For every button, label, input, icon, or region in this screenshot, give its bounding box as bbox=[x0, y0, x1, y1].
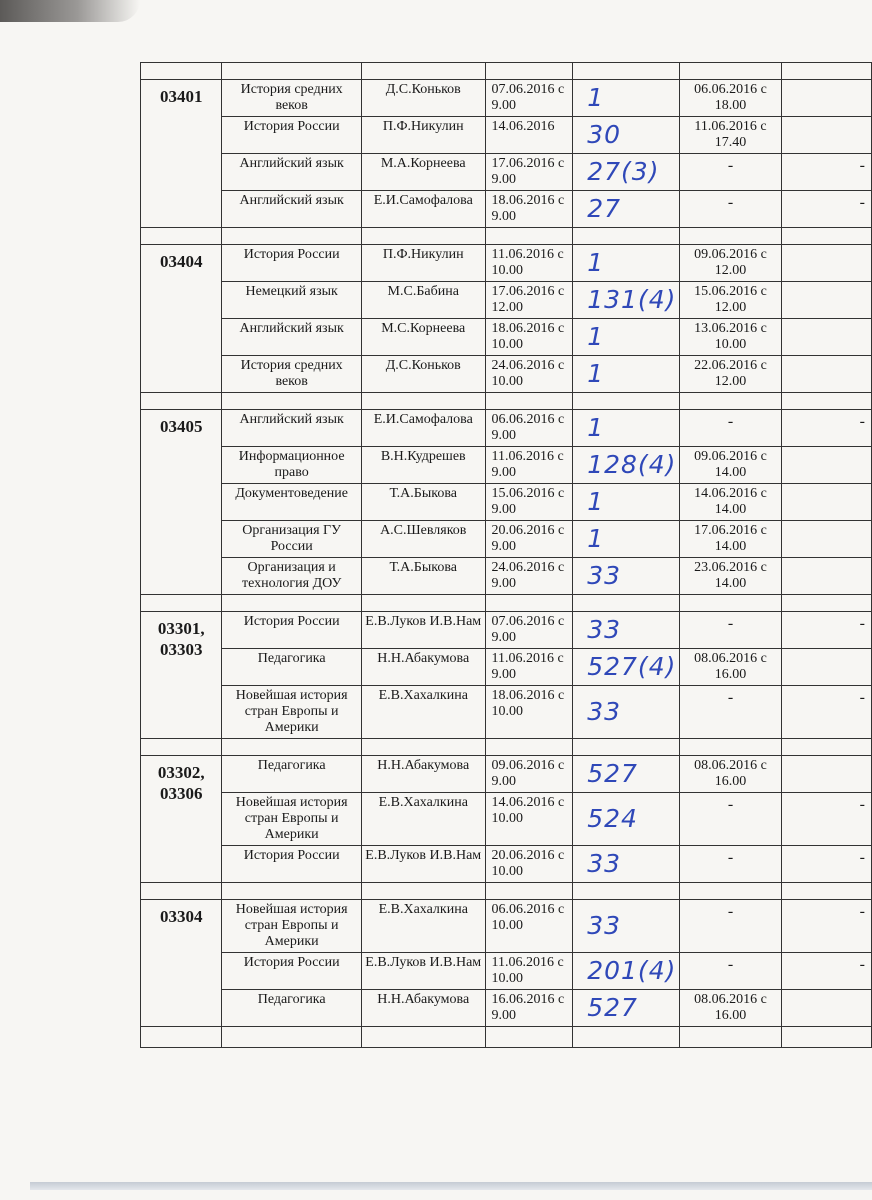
subject-cell: Педагогика bbox=[222, 990, 362, 1027]
note-cell bbox=[781, 990, 871, 1027]
room-handwritten: 131(4) bbox=[573, 282, 680, 319]
schedule-row bbox=[141, 282, 872, 319]
note-cell: - bbox=[781, 612, 871, 649]
teacher-cell: П.Ф.Никулин bbox=[361, 245, 485, 282]
room-handwritten: 30 bbox=[573, 117, 680, 154]
schedule-row bbox=[141, 319, 872, 356]
note-cell: - bbox=[781, 154, 871, 191]
room-handwritten: 524 bbox=[573, 793, 680, 846]
schedule-row bbox=[141, 846, 872, 883]
consultation-cell: - bbox=[680, 154, 781, 191]
teacher-cell: Д.С.Коньков bbox=[361, 356, 485, 393]
teacher-cell: В.Н.Кудрешев bbox=[361, 447, 485, 484]
note-cell bbox=[781, 756, 871, 793]
room-handwritten: 33 bbox=[573, 686, 680, 739]
note-cell: - bbox=[781, 900, 871, 953]
room-handwritten: 27 bbox=[573, 191, 680, 228]
subject-cell: Документоведение bbox=[222, 484, 362, 521]
room-handwritten: 1 bbox=[573, 356, 680, 393]
room-handwritten: 1 bbox=[573, 484, 680, 521]
subject-cell: Новейшая история стран Европы и Америки bbox=[222, 900, 362, 953]
exam-date-cell: 14.06.2016 bbox=[485, 117, 573, 154]
teacher-cell: Е.В.Хахалкина bbox=[361, 686, 485, 739]
teacher-cell: А.С.Шевляков bbox=[361, 521, 485, 558]
schedule-row bbox=[141, 410, 872, 447]
exam-date-cell: 11.06.2016 с 10.00 bbox=[485, 953, 573, 990]
note-cell bbox=[781, 117, 871, 154]
group-code: 03301, 03303 bbox=[141, 612, 222, 739]
schedule-row bbox=[141, 356, 872, 393]
subject-cell: История России bbox=[222, 953, 362, 990]
subject-cell: Новейшая история стран Европы и Америки bbox=[222, 793, 362, 846]
group-code: 03401 bbox=[141, 80, 222, 228]
exam-date-cell: 18.06.2016 с 10.00 bbox=[485, 686, 573, 739]
subject-cell: История средних веков bbox=[222, 80, 362, 117]
exam-date-cell: 16.06.2016 с 9.00 bbox=[485, 990, 573, 1027]
separator-row bbox=[141, 63, 872, 80]
schedule-row bbox=[141, 191, 872, 228]
teacher-cell: М.С.Корнеева bbox=[361, 319, 485, 356]
consultation-cell: 23.06.2016 с 14.00 bbox=[680, 558, 781, 595]
schedule-body bbox=[141, 63, 872, 1048]
note-cell bbox=[781, 484, 871, 521]
schedule-row bbox=[141, 521, 872, 558]
teacher-cell: М.А.Корнеева bbox=[361, 154, 485, 191]
teacher-cell: Е.И.Самофалова bbox=[361, 191, 485, 228]
note-cell bbox=[781, 356, 871, 393]
subject-cell: История России bbox=[222, 612, 362, 649]
schedule-row bbox=[141, 793, 872, 846]
subject-cell: История средних веков bbox=[222, 356, 362, 393]
note-cell bbox=[781, 558, 871, 595]
teacher-cell: Н.Н.Абакумова bbox=[361, 756, 485, 793]
exam-date-cell: 17.06.2016 с 9.00 bbox=[485, 154, 573, 191]
consultation-cell: 14.06.2016 с 14.00 bbox=[680, 484, 781, 521]
room-handwritten: 1 bbox=[573, 521, 680, 558]
consultation-cell: - bbox=[680, 410, 781, 447]
schedule-row bbox=[141, 447, 872, 484]
consultation-cell: - bbox=[680, 846, 781, 883]
note-cell: - bbox=[781, 953, 871, 990]
room-handwritten: 527(4) bbox=[573, 649, 680, 686]
teacher-cell: Т.А.Быкова bbox=[361, 484, 485, 521]
consultation-cell: 06.06.2016 с 18.00 bbox=[680, 80, 781, 117]
room-handwritten: 1 bbox=[573, 319, 680, 356]
consultation-cell: 13.06.2016 с 10.00 bbox=[680, 319, 781, 356]
separator-row bbox=[141, 393, 872, 410]
schedule-row bbox=[141, 686, 872, 739]
teacher-cell: Е.В.Хахалкина bbox=[361, 900, 485, 953]
subject-cell: Информационное право bbox=[222, 447, 362, 484]
consultation-cell: - bbox=[680, 900, 781, 953]
note-cell: - bbox=[781, 686, 871, 739]
teacher-cell: Н.Н.Абакумова bbox=[361, 990, 485, 1027]
schedule-row bbox=[141, 80, 872, 117]
schedule-row bbox=[141, 756, 872, 793]
exam-date-cell: 06.06.2016 с 10.00 bbox=[485, 900, 573, 953]
note-cell: - bbox=[781, 793, 871, 846]
room-handwritten: 1 bbox=[573, 80, 680, 117]
consultation-cell: - bbox=[680, 612, 781, 649]
note-cell bbox=[781, 649, 871, 686]
exam-date-cell: 11.06.2016 с 10.00 bbox=[485, 245, 573, 282]
schedule-row bbox=[141, 612, 872, 649]
schedule-row bbox=[141, 558, 872, 595]
schedule-row bbox=[141, 484, 872, 521]
group-code: 03302, 03306 bbox=[141, 756, 222, 883]
teacher-cell: Е.В.Луков И.В.Нам bbox=[361, 953, 485, 990]
exam-date-cell: 07.06.2016 с 9.00 bbox=[485, 80, 573, 117]
exam-schedule-table bbox=[140, 62, 872, 1048]
subject-cell: Педагогика bbox=[222, 756, 362, 793]
note-cell: - bbox=[781, 410, 871, 447]
exam-date-cell: 11.06.2016 с 9.00 bbox=[485, 447, 573, 484]
exam-date-cell: 20.06.2016 с 9.00 bbox=[485, 521, 573, 558]
consultation-cell: 22.06.2016 с 12.00 bbox=[680, 356, 781, 393]
consultation-cell: - bbox=[680, 953, 781, 990]
consultation-cell: - bbox=[680, 686, 781, 739]
consultation-cell: 08.06.2016 с 16.00 bbox=[680, 990, 781, 1027]
room-handwritten: 27(3) bbox=[573, 154, 680, 191]
exam-date-cell: 11.06.2016 с 9.00 bbox=[485, 649, 573, 686]
exam-date-cell: 24.06.2016 с 9.00 bbox=[485, 558, 573, 595]
scan-shadow bbox=[0, 0, 140, 22]
subject-cell: Английский язык bbox=[222, 154, 362, 191]
note-cell bbox=[781, 282, 871, 319]
exam-date-cell: 06.06.2016 с 9.00 bbox=[485, 410, 573, 447]
group-code: 03404 bbox=[141, 245, 222, 393]
subject-cell: Организация и технология ДОУ bbox=[222, 558, 362, 595]
teacher-cell: Е.И.Самофалова bbox=[361, 410, 485, 447]
subject-cell: Новейшая история стран Европы и Америки bbox=[222, 686, 362, 739]
separator-row bbox=[141, 228, 872, 245]
teacher-cell: Е.В.Луков И.В.Нам bbox=[361, 612, 485, 649]
note-cell bbox=[781, 319, 871, 356]
exam-date-cell: 18.06.2016 с 10.00 bbox=[485, 319, 573, 356]
room-handwritten: 33 bbox=[573, 900, 680, 953]
exam-date-cell: 20.06.2016 с 10.00 bbox=[485, 846, 573, 883]
schedule-row bbox=[141, 900, 872, 953]
schedule-row bbox=[141, 990, 872, 1027]
room-handwritten: 201(4) bbox=[573, 953, 680, 990]
exam-date-cell: 15.06.2016 с 9.00 bbox=[485, 484, 573, 521]
note-cell bbox=[781, 521, 871, 558]
room-handwritten: 527 bbox=[573, 756, 680, 793]
subject-cell: Английский язык bbox=[222, 319, 362, 356]
consultation-cell: 17.06.2016 с 14.00 bbox=[680, 521, 781, 558]
separator-row bbox=[141, 1027, 872, 1048]
teacher-cell: Е.В.Хахалкина bbox=[361, 793, 485, 846]
separator-row bbox=[141, 595, 872, 612]
subject-cell: История России bbox=[222, 245, 362, 282]
room-handwritten: 33 bbox=[573, 558, 680, 595]
teacher-cell: Т.А.Быкова bbox=[361, 558, 485, 595]
room-handwritten: 1 bbox=[573, 245, 680, 282]
consultation-cell: 08.06.2016 с 16.00 bbox=[680, 649, 781, 686]
consultation-cell: 08.06.2016 с 16.00 bbox=[680, 756, 781, 793]
room-handwritten: 527 bbox=[573, 990, 680, 1027]
subject-cell: Немецкий язык bbox=[222, 282, 362, 319]
teacher-cell: М.С.Бабина bbox=[361, 282, 485, 319]
teacher-cell: П.Ф.Никулин bbox=[361, 117, 485, 154]
scan-bottom-edge bbox=[30, 1182, 872, 1190]
room-handwritten: 1 bbox=[573, 410, 680, 447]
consultation-cell: 11.06.2016 с 17.40 bbox=[680, 117, 781, 154]
consultation-cell: - bbox=[680, 191, 781, 228]
subject-cell: Педагогика bbox=[222, 649, 362, 686]
subject-cell: История России bbox=[222, 846, 362, 883]
note-cell bbox=[781, 447, 871, 484]
exam-date-cell: 09.06.2016 с 9.00 bbox=[485, 756, 573, 793]
schedule-row bbox=[141, 245, 872, 282]
separator-row bbox=[141, 883, 872, 900]
teacher-cell: Н.Н.Абакумова bbox=[361, 649, 485, 686]
group-code: 03405 bbox=[141, 410, 222, 595]
room-handwritten: 33 bbox=[573, 846, 680, 883]
subject-cell: История России bbox=[222, 117, 362, 154]
note-cell bbox=[781, 80, 871, 117]
room-handwritten: 128(4) bbox=[573, 447, 680, 484]
exam-date-cell: 07.06.2016 с 9.00 bbox=[485, 612, 573, 649]
note-cell: - bbox=[781, 846, 871, 883]
exam-date-cell: 24.06.2016 с 10.00 bbox=[485, 356, 573, 393]
consultation-cell: 09.06.2016 с 14.00 bbox=[680, 447, 781, 484]
schedule-row bbox=[141, 953, 872, 990]
subject-cell: Английский язык bbox=[222, 410, 362, 447]
note-cell: - bbox=[781, 191, 871, 228]
teacher-cell: Д.С.Коньков bbox=[361, 80, 485, 117]
exam-date-cell: 17.06.2016 с 12.00 bbox=[485, 282, 573, 319]
schedule-row bbox=[141, 117, 872, 154]
consultation-cell: - bbox=[680, 793, 781, 846]
schedule-row bbox=[141, 154, 872, 191]
group-code: 03304 bbox=[141, 900, 222, 1027]
teacher-cell: Е.В.Луков И.В.Нам bbox=[361, 846, 485, 883]
separator-row bbox=[141, 739, 872, 756]
room-handwritten: 33 bbox=[573, 612, 680, 649]
schedule-row bbox=[141, 649, 872, 686]
exam-date-cell: 18.06.2016 с 9.00 bbox=[485, 191, 573, 228]
consultation-cell: 09.06.2016 с 12.00 bbox=[680, 245, 781, 282]
note-cell bbox=[781, 245, 871, 282]
subject-cell: Английский язык bbox=[222, 191, 362, 228]
exam-date-cell: 14.06.2016 с 10.00 bbox=[485, 793, 573, 846]
consultation-cell: 15.06.2016 с 12.00 bbox=[680, 282, 781, 319]
subject-cell: Организация ГУ России bbox=[222, 521, 362, 558]
